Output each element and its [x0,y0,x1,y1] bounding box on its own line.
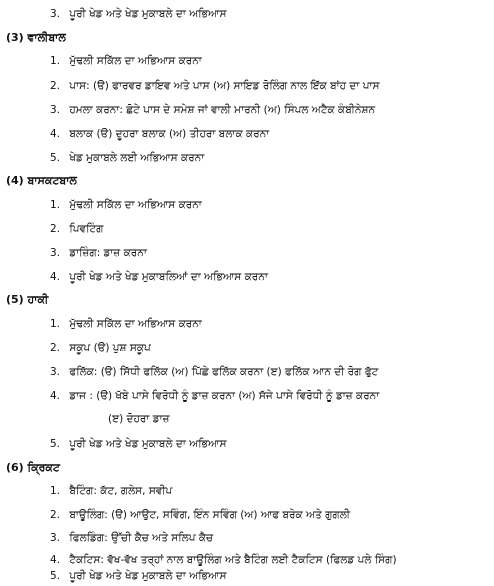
item-number: 4. [50,271,61,283]
item-text: ਫਲਿੱਕ: (ੳ) ਸਿੱਧੀ ਫਲਿੱਕ (ਅ) ਪਿੱਛੇ ਫਲਿੱਕ ਕਰਨਾ (ੲ) ਫਲਿੱਕ ਆਨ ਦੀ ਰੋਗ ਫੁੱਟ [69,366,379,378]
item-number: 3. [50,247,61,259]
item-number: 4. [50,554,61,566]
item-text: ਮੁੱਢਲੀ ਸਕਿੱਲ ਦਾ ਅਭਿਆਸ ਕਰਨਾ [69,55,202,67]
item-number: 1. [50,55,61,67]
item-text: ਮੁੱਢਲੀ ਸਕਿੱਲ ਦਾ ਅਭਿਆਸ ਕਰਨਾ [69,199,202,211]
list-item [50,528,213,548]
item-number: 1. [50,485,61,497]
item-number: 5. [50,152,61,164]
list-item [50,243,147,263]
item-number: 3. [50,532,61,544]
list-item [50,51,202,71]
item-number: 2. [50,80,61,92]
list-item [50,124,269,144]
item-text: ਪਿਵਟਿੰਗ [69,223,104,235]
list-item [50,338,151,358]
list-item [50,195,202,215]
list-item [50,148,204,168]
item-number: 5. [50,570,61,582]
item-number: 2. [50,342,61,354]
item-number: 2. [50,509,61,521]
item-text: ਬਾਊਲਿੰਗ: (ੳ) ਆਉਟ, ਸਵਿੰਗ, ਇੰਨ ਸਵਿੰਗ (ਅ) ਆਫ ਬਰੇਕ ਅਤੇ ਗੁਗਲੀ [69,509,350,521]
list-item-continuation: (ੲ) ਦੋਹਰਾ ਡਾਜ਼ [108,413,170,425]
list-item [50,505,350,525]
list-item [50,566,226,586]
item-number: 3. [50,8,61,20]
item-text: ਡਾਜ਼ਿੰਗ: ਡਾਜ਼ ਕਰਨਾ [69,247,147,259]
item-text: ਫਿਲਡਿੰਗ: ਉੱਚੀ ਕੈਚ ਅਤੇ ਸਲਿਪ ਕੈਚ [69,532,214,544]
item-text: ਬੈਟਿੰਗ: ਕੱਟ, ਗਲੇਸ, ਸਵੀਪ [69,485,173,497]
list-item [50,267,268,287]
item-text: ਡਾਜ : (ੳ) ਖੱਬੇ ਪਾਸੇ ਵਿਰੋਧੀ ਨੂੰ ਡਾਜ਼ ਕਰਨਾ (ਅ) ਸੱਜੇ ਪਾਸੇ ਵਿਰੋਧੀ ਨੂੰ ਡਾਜ਼ ਕਰਨਾ [69,390,380,402]
item-text: ਪੂਰੀ ਖੇਡ ਅਤੇ ਖੇਡ ਮੁਕਾਬਲਿਆਂ ਦਾ ਅਭਿਆਸ ਕਰਨਾ [69,271,268,283]
item-number: 3. [50,104,61,116]
list-item [50,362,378,382]
item-text: ਪੂਰੀ ਖੇਡ ਅਤੇ ਖੇਡ ਮੁਕਾਬਲੇ ਦਾ ਅਭਿਆਸ [69,438,227,450]
item-text: ਪੂਰੀ ਖੇਡ ਅਤੇ ਖੇਡ ਮੁਕਾਬਲੇ ਦਾ ਅਭਿਆਸ [69,8,227,20]
item-number: 1. [50,199,61,211]
list-item [50,4,226,24]
list-item [50,76,379,96]
item-number: 3. [50,366,61,378]
item-text: ਹਮਲਾ ਕਰਨਾ: ਛੋਟੇ ਪਾਸ ਦੇ ਸਮੇਸ਼ ਜਾਂ ਵਾਲੀ ਮਾਰਨੀ (ਅ) ਸਿੰਪਲ ਅਟੈਕ ਕੰਬੀਨੇਸ਼ਨ [69,104,376,116]
item-number: 4. [50,128,61,140]
item-number: 5. [50,438,61,450]
list-item [50,481,172,501]
item-number: 1. [50,318,61,330]
section-heading-basketball: (4) ਬਾਸਕਟਬਾਲ [6,174,77,187]
section-heading-cricket: (6) ਕ੍ਰਿਕਟ [6,461,60,474]
item-text: ਬਲਾਕ (ੳ) ਦੂਹਰਾ ਬਲਾਕ (ਅ) ਤੀਹਰਾ ਬਲਾਕ ਕਰਨਾ [69,128,270,140]
list-item [50,434,226,454]
list-item [50,386,379,406]
list-item [50,314,202,334]
item-text: ਪਾਸ: (ੳ) ਫਾਰਵਰ ਡਾਇਵ ਅਤੇ ਪਾਸ (ਅ) ਸਾਇਡ ਰੋਲਿੰਗ ਨਾਲ ਇੱਕ ਬਾਂਹ ਦਾ ਪਾਸ [69,80,380,92]
item-number: 2. [50,223,61,235]
item-text: ਸਕੂਪ (ੳ) ਪੁਸ਼ ਸਕੂਪ [69,342,151,354]
list-item [50,100,375,120]
item-text: ਪੂਰੀ ਖੇਡ ਅਤੇ ਖੇਡ ਮੁਕਾਬਲੇ ਦਾ ਅਭਿਆਸ [69,570,227,582]
item-text: ਮੁੱਢਲੀ ਸਕਿੱਲ ਦਾ ਅਭਿਆਸ ਕਰਨਾ [69,318,202,330]
list-item [50,219,104,239]
item-text: ਖੇਡ ਮੁਕਾਬਲੇ ਲਈ ਅਭਿਆਸ ਕਰਨਾ [69,152,205,164]
item-text: ਟੈਕਟਿਸ: ਵੱਖ-ਵੱਖ ਤਰ੍ਹਾਂ ਨਾਲ ਬਾਊਲਿੰਗ ਅਤੇ ਬੈਟਿੰਗ ਲਈ ਟੈਕਟਿਸ (ਫਿਲਡ ਪਲੇ ਸਿੰਗ) [69,554,397,566]
item-number: 4. [50,390,61,402]
section-heading-hockey: (5) ਹਾਕੀ [6,293,49,306]
section-heading-volleyball: (3) ਵਾਲੀਬਾਲ [6,31,66,44]
